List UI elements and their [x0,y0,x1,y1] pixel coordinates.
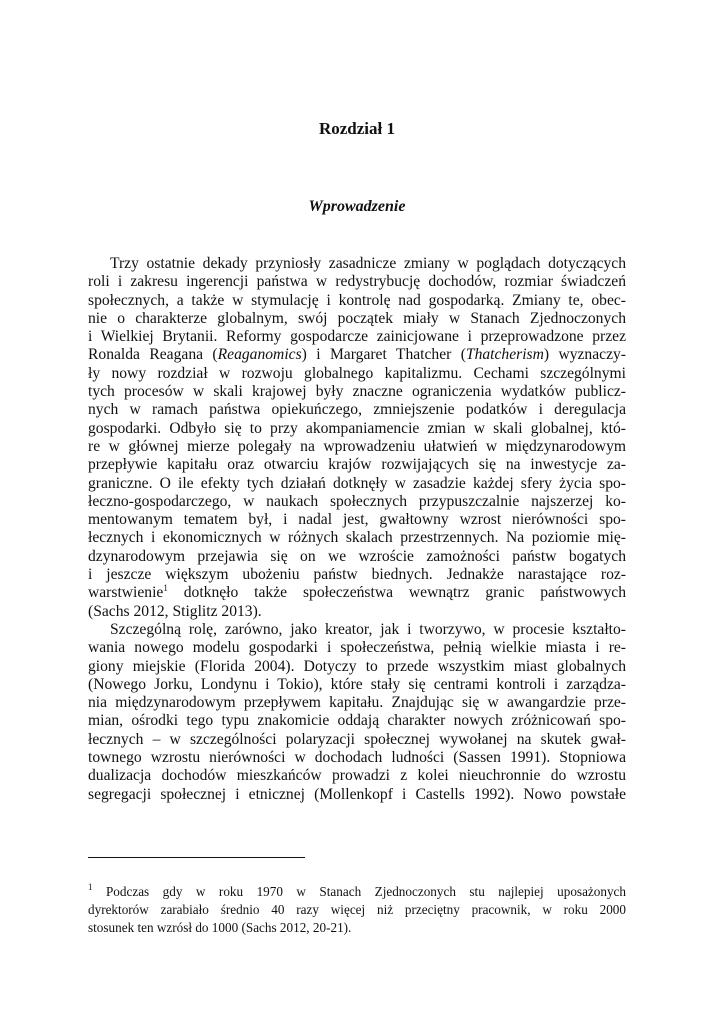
paragraph-line [88,420,626,438]
text-run: łeczno-gospodarczego, w naukach społecznych przypuszczalnie najszerzej ko- [88,492,626,510]
text-run: nia międzynarodowym przepływem kapitału. Znajdując się w awangardzie prze- [88,694,626,712]
footnote-separator [88,857,305,858]
text-run: dzynarodowym przejawia się on we wzroście zamożności państw bogatych [88,547,626,565]
paragraph-line [88,310,626,328]
paragraph-line [88,511,626,529]
italic-term: Thatcherism [465,346,544,364]
paragraph-line [88,584,626,602]
paragraph-line [88,273,626,291]
paragraph-line [88,621,626,639]
text-run: dotknęło także społeczeństwa wewnątrz granic państwowych [167,584,626,602]
text-run: łecznych i ekonomicznych w różnych skalach przestrzennych. Na poziomie mię- [88,529,626,547]
footnote [88,883,626,937]
paragraph-line [88,401,626,419]
text-run: Podczas gdy w roku 1970 w Stanach Zjednoczonych stu najlepiej uposażonych [92,884,626,899]
text-run: re w głównej mierze polegały na wprowadzeniu ułatwień w międzynarodowym [88,437,626,455]
text-run: giony miejskie (Florida 2004). Dotyczy to przede wszystkim miast globalnych [88,657,626,675]
text-run: townego wzrostu nierówności w dochodach ludności (Sassen 1991). Stopniowa [88,749,626,767]
text-run: i Wielkiej Brytanii. Reformy gospodarcze zainicjowane i przeprowadzone przez [88,328,626,346]
text-run: społecznych, a także w stymulację i kontrolę nad gospodarką. Zmiany te, obec- [88,291,626,309]
paragraph-line [88,475,626,493]
paragraph-line [88,438,626,456]
text-run: nych w ramach państwa opiekuńczego, zmniejszenie podatków i deregulacja [88,401,626,419]
text-run: stosunek ten wzrósł do 1000 (Sachs 2012, 20-21). [88,920,352,935]
paragraph-line [88,566,626,584]
text-run: łecznych – w szczególności polaryzacji społecznej wywołanej na skutek gwał- [88,730,626,748]
paragraph-line [88,456,626,474]
paragraph-line [88,383,626,401]
paragraph-line [88,731,626,749]
text-run: segregacji społecznej i etnicznej (Mollenkopf i Castells 1992). Nowo powstałe [88,785,626,803]
footnote-line [88,919,626,937]
paragraph-line [88,255,626,273]
text-run: Szczególną rolę, zarówno, jako kreator, jak i tworzywo, w procesie kształto- [110,620,626,638]
section-title: Wprowadzenie [308,198,406,215]
text-run: (Nowego Jorku, Londynu i Tokio), które stały się centrami kontroli i zarządza- [88,675,626,693]
paragraph-line [88,658,626,676]
paragraph-line [88,328,626,346]
text-run: nie o charakterze globalnym, swój początek miały w Stanach Zjednoczonych [88,309,626,327]
footnote-marker: 1 [88,883,93,892]
text-run: mentowanym tematem był, i nadal jest, gwałtowny wzrost nierówności spo- [88,511,626,529]
text-run: gospodarki. Odbyło się to przy akompaniamencie zmian w skali globalnej, któ- [88,419,626,437]
text-run: graniczne. O ile efekty tych działań dotknęły w zasadzie każdej sfery życia spo- [88,474,626,492]
footnote-marker: 1 [163,584,168,594]
text-run: tych procesów w skali krajowej były znaczne ograniczenia wydatków publicz- [88,383,626,401]
paragraph-line [88,365,626,383]
paragraph-line [88,676,626,694]
text-run: i jeszcze większym ubożeniu państw biednych. Jednakże narastające roz- [88,566,626,584]
paragraph-line [88,767,626,785]
paragraph-line [88,548,626,566]
text-run: mian, ośrodki tego typu znakomicie oddają charakter nowych zróżnicowań spo- [88,712,626,730]
text-run: Trzy ostatnie dekady przyniosły zasadnicze zmiany w poglądach dotyczących [110,255,626,272]
paragraph-line [88,529,626,547]
text-run: dyrektorów zarabiało średnio 40 razy więcej niż przeciętny pracownik, w roku 2000 [88,902,626,917]
text-run: Ronalda Reagana ( [88,346,218,364]
text-run: przepływie kapitału oraz otwarciu krajów rozwijających się na inwestycje za- [88,456,626,474]
paragraph-line [88,292,626,310]
paragraph-line [88,694,626,712]
text-run: roli i zakresu ingerencji państwa w redystrybucję dochodów, rozmiar świadczeń [88,273,626,291]
paragraph-line [88,712,626,730]
paragraph-line [88,493,626,511]
text-run: dualizacja dochodów mieszkańców prowadzi z kolei nieuchronnie do wzrostu [88,767,626,785]
footnote-line [88,883,626,901]
text-run: ) i Margaret Thatcher ( [301,346,466,364]
paragraph-line [88,346,626,364]
text-run: wania nowego modelu gospodarki i społeczeństwa, pełnią wielkie miasta i re- [88,639,626,657]
text-run: warstwienie [88,584,164,602]
text-run: (Sachs 2012, Stiglitz 2013). [88,602,262,620]
paragraph-line [88,786,626,804]
body-text [88,255,626,804]
chapter-title: Rozdział 1 [318,119,396,138]
paragraph-line [88,603,626,621]
text-run: ły nowy rozdział w rozwoju globalnego kapitalizmu. Cechami szczególnymi [88,364,626,382]
paragraph-line [88,749,626,767]
text-run: ) wyznaczy- [543,346,626,364]
paragraph-line [88,639,626,657]
footnote-line [88,901,626,919]
italic-term: Reaganomics [217,346,302,364]
